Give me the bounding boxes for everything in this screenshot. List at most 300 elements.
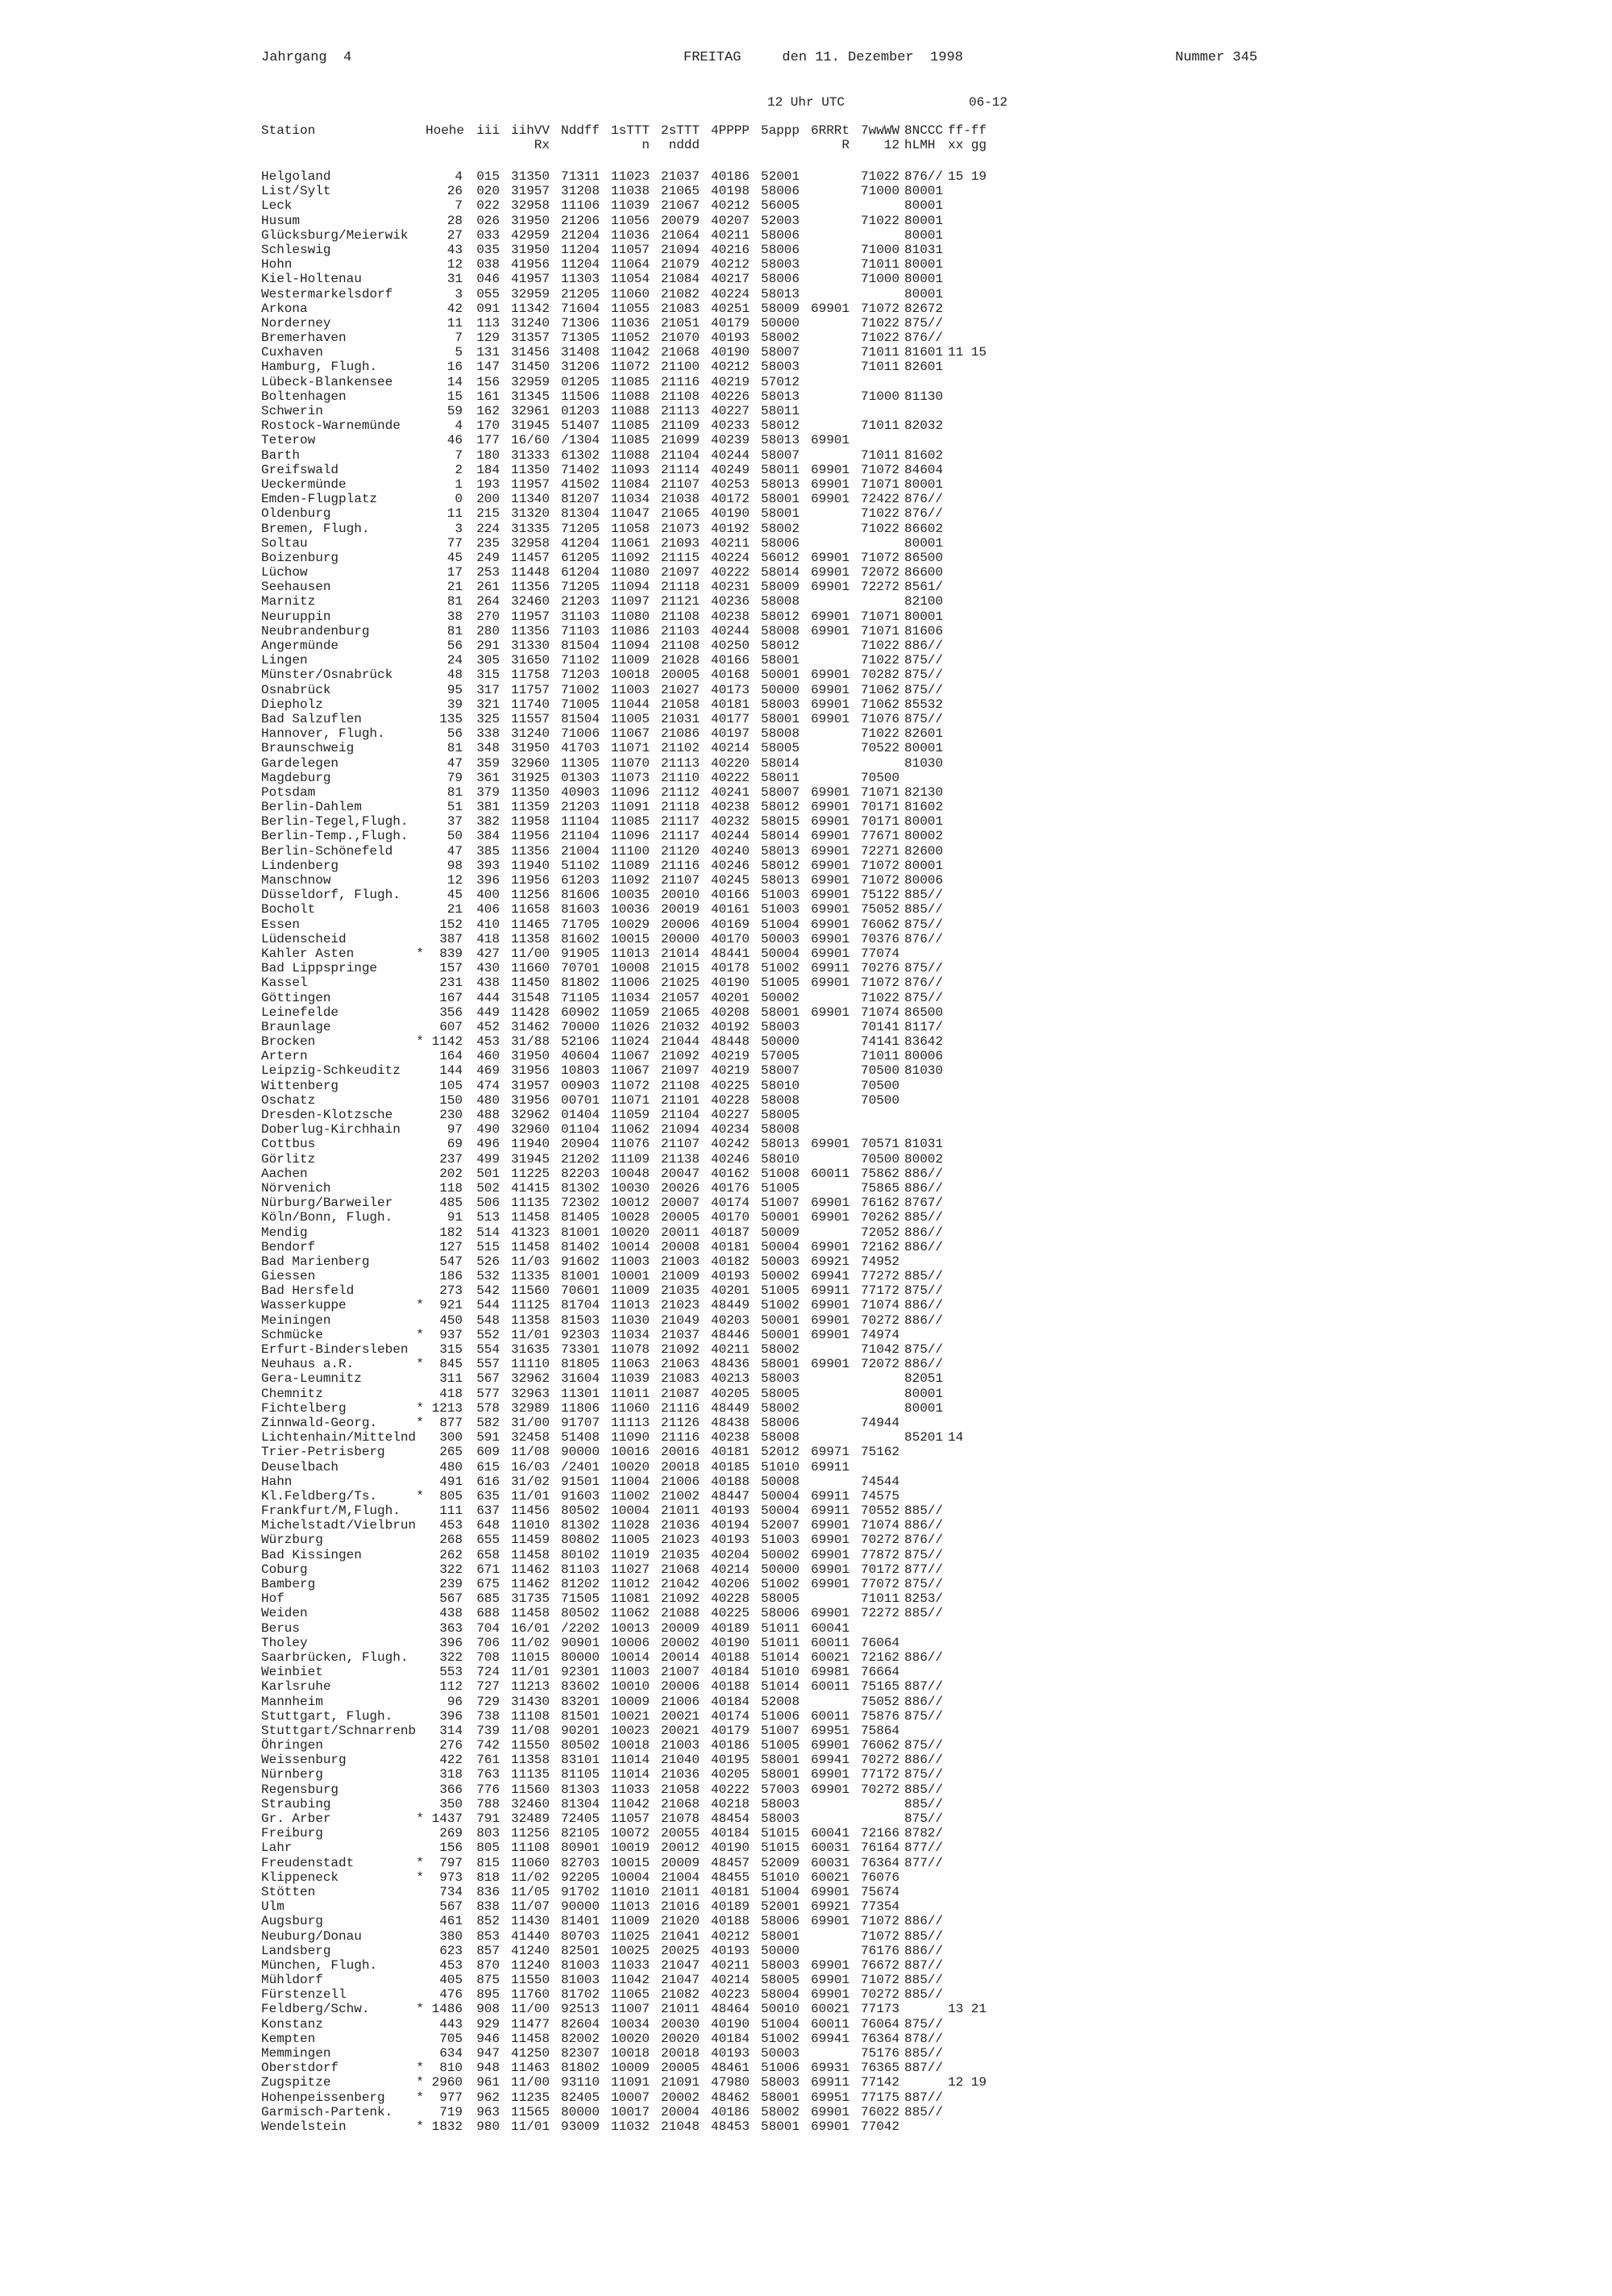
cell-clouds: [899, 1254, 945, 1269]
cell-temp-2: 20002: [660, 2090, 700, 2105]
cell-altitude: 547: [439, 1254, 463, 1269]
cell-weather: 70262: [860, 1210, 899, 1225]
cell-gusts: [945, 2119, 990, 2134]
cell-temp-1: 10004: [610, 1504, 650, 1519]
cell-altitude: 182: [439, 1225, 463, 1240]
cell-clouds: 82601: [904, 360, 944, 375]
cell-precip: 69911: [810, 1504, 850, 1519]
cell-temp-2: 21007: [660, 1665, 700, 1680]
cell-station-id: 515: [476, 1239, 500, 1254]
cell-nddff: 21203: [560, 594, 600, 609]
cell-pressure: 48457: [710, 1855, 750, 1870]
cell-temp-2: 20020: [660, 2031, 700, 2046]
cell-gusts: 11 15: [948, 345, 987, 360]
cell-mountain-marker: [414, 624, 426, 638]
cell-iihvv: 31330: [510, 638, 550, 653]
cell-station-name: Schwerin: [261, 404, 323, 418]
cell-tendency: 58013: [760, 1137, 800, 1152]
cell-precip: 69971: [810, 1445, 850, 1460]
cell-tendency: 58008: [760, 1092, 800, 1108]
cell-nddff: 82002: [560, 2031, 600, 2046]
cell-mountain-marker: [414, 1738, 426, 1753]
cell-station-name: Neuburg/Donau: [261, 1928, 362, 1944]
table-row: [261, 404, 990, 418]
cell-mountain-marker: [414, 829, 426, 843]
cell-temp-2: 21049: [660, 1312, 700, 1328]
cell-altitude: 3: [455, 286, 463, 302]
cell-weather: [850, 198, 899, 213]
table-row: [261, 1753, 990, 1767]
cell-nddff: 81704: [560, 1298, 600, 1313]
cell-clouds: 80001: [904, 198, 944, 214]
cell-temp-2: 21104: [660, 447, 700, 463]
table-row: [261, 624, 990, 638]
cell-temp-1: 11092: [610, 550, 650, 565]
cell-iihvv: 11462: [510, 1577, 550, 1591]
cell-weather: 71022: [860, 653, 899, 668]
cell-temp-1: 11080: [610, 609, 650, 624]
cell-pressure: 40238: [710, 800, 750, 815]
cell-station-id: 091: [476, 301, 500, 316]
cell-weather: 70171: [860, 814, 899, 830]
cell-station-name: Bad Lippspringe: [261, 961, 378, 976]
cell-weather: 71022: [860, 213, 899, 228]
cell-temp-1: 11039: [610, 198, 650, 214]
cell-tendency: 50000: [760, 315, 800, 331]
cell-nddff: 81001: [560, 1269, 600, 1284]
cell-gusts: [945, 1591, 990, 1606]
cell-temp-1: 11090: [610, 1430, 650, 1445]
cell-clouds: 86602: [904, 521, 944, 536]
cell-temp-2: 21073: [660, 521, 700, 536]
cell-gusts: [945, 1063, 990, 1078]
table-row: [261, 331, 990, 345]
table-row: [261, 1342, 990, 1357]
cell-pressure: 40204: [710, 1547, 750, 1562]
cell-temp-2: 21109: [660, 418, 700, 434]
cell-station-id: 400: [476, 888, 500, 903]
cell-temp-2: 21065: [660, 506, 700, 522]
cell-pressure: 48449: [710, 1298, 750, 1313]
cell-iihvv: 11458: [510, 1210, 550, 1225]
cell-clouds: 80001: [904, 272, 944, 287]
cell-temp-2: 21003: [660, 1254, 700, 1269]
cell-iihvv: 11110: [510, 1357, 550, 1372]
cell-station-name: Hof: [261, 1591, 285, 1607]
cell-iihvv: 11240: [510, 1957, 550, 1973]
cell-iihvv: 11757: [510, 682, 550, 697]
cell-gusts: [945, 844, 990, 859]
table-row: [261, 829, 990, 843]
cell-temp-2: 20014: [660, 1649, 700, 1665]
cell-mountain-marker: [414, 214, 426, 228]
table-row: [261, 345, 990, 360]
cell-iihvv: 11565: [510, 2104, 550, 2119]
cell-mountain-marker: [414, 859, 426, 873]
cell-gusts: [945, 1460, 990, 1475]
cell-mountain-marker: [414, 1826, 426, 1841]
cell-station-name: Feldberg/Schw.: [261, 2002, 370, 2017]
cell-clouds: 875//: [904, 1342, 944, 1357]
cell-mountain-marker: [414, 1753, 426, 1767]
cell-temp-1: 11084: [610, 476, 650, 492]
cell-nddff: 81504: [560, 638, 600, 653]
table-row: [261, 844, 990, 859]
cell-gusts: [945, 580, 990, 594]
cell-altitude: 230: [439, 1108, 463, 1122]
cell-gusts: [945, 1577, 990, 1591]
cell-nddff: 40604: [560, 1049, 600, 1064]
column-header-station-name: Station: [261, 123, 316, 138]
cell-altitude: 921: [439, 1298, 463, 1313]
cell-temp-2: 21103: [660, 623, 700, 638]
cell-gusts: [945, 1210, 990, 1225]
cell-station-id: 162: [476, 404, 500, 418]
cell-station-id: 738: [476, 1708, 500, 1724]
cell-iihvv: 11356: [510, 623, 550, 638]
cell-mountain-marker: [414, 653, 426, 668]
cell-altitude: 453: [439, 1518, 463, 1533]
cell-station-name: Weinbiet: [261, 1665, 323, 1680]
cell-mountain-marker: [414, 1475, 426, 1489]
cell-weather: 77173: [860, 2002, 899, 2017]
cell-pressure: 40228: [710, 1591, 750, 1607]
cell-mountain-marker: [414, 1929, 426, 1944]
cell-nddff: 21204: [560, 227, 600, 243]
cell-mountain-marker: [414, 316, 426, 331]
cell-precip: 69901: [810, 1957, 850, 1973]
cell-precip: [800, 228, 850, 243]
cell-iihvv: 32963: [510, 1386, 550, 1401]
cell-station-name: Schleswig: [261, 242, 331, 257]
cell-iihvv: 31/88: [510, 1034, 550, 1050]
cell-nddff: 81304: [560, 506, 600, 522]
cell-iihvv: 31450: [510, 360, 550, 375]
cell-gusts: [945, 1885, 990, 1899]
cell-altitude: 269: [439, 1826, 463, 1841]
cell-nddff: 81504: [560, 711, 600, 726]
cell-clouds: 886//: [904, 1166, 944, 1181]
cell-clouds: 86500: [904, 550, 944, 565]
cell-pressure: 40181: [710, 697, 750, 712]
cell-altitude: 50: [447, 829, 463, 844]
cell-clouds: 80006: [904, 1049, 944, 1064]
cell-mountain-marker: [414, 1577, 426, 1591]
cell-nddff: 82307: [560, 2046, 600, 2061]
cell-temp-1: 11062: [610, 1122, 650, 1138]
cell-nddff: 11204: [560, 242, 600, 257]
cell-precip: [800, 257, 850, 272]
cell-temp-1: 11085: [610, 418, 650, 434]
cell-temp-2: 21011: [660, 1884, 700, 1899]
table-row: [261, 683, 990, 697]
cell-station-id: 224: [476, 521, 500, 536]
cell-weather: 71072: [860, 1928, 899, 1944]
cell-station-id: 857: [476, 1943, 500, 1958]
cell-station-id: 609: [476, 1445, 500, 1460]
cell-station-id: 776: [476, 1782, 500, 1797]
cell-iihvv: 11256: [510, 1826, 550, 1841]
cell-temp-1: 11094: [610, 638, 650, 653]
cell-precip: 69901: [810, 1312, 850, 1328]
table-row: [261, 536, 990, 551]
cell-temp-1: 10012: [610, 1196, 650, 1211]
cell-precip: [800, 1430, 850, 1445]
table-row: [261, 902, 990, 917]
cell-altitude: 734: [439, 1884, 463, 1899]
cell-gusts: [945, 287, 990, 302]
cell-nddff: 61302: [560, 447, 600, 463]
cell-clouds: 80001: [904, 814, 944, 830]
cell-clouds: [899, 1899, 945, 1914]
cell-temp-1: 11007: [610, 2002, 650, 2017]
cell-precip: [800, 287, 850, 302]
cell-clouds: 886//: [904, 1298, 944, 1313]
cell-altitude: 450: [439, 1312, 463, 1328]
cell-clouds: 875//: [904, 1283, 944, 1299]
cell-station-id: 895: [476, 1987, 500, 2003]
cell-gusts: [945, 2105, 990, 2119]
cell-clouds: 81130: [904, 389, 944, 404]
cell-temp-2: 21091: [660, 2075, 700, 2090]
cell-weather: 71071: [860, 623, 899, 638]
cell-gusts: [945, 1137, 990, 1151]
cell-clouds: 81031: [904, 242, 944, 257]
cell-temp-1: 11026: [610, 1019, 650, 1034]
cell-precip: 69951: [810, 2090, 850, 2105]
cell-pressure: 40224: [710, 550, 750, 565]
cell-mountain-marker: [414, 1533, 426, 1547]
cell-station-id: 460: [476, 1049, 500, 1064]
cell-pressure: 40238: [710, 1430, 750, 1445]
cell-tendency: 50000: [760, 1562, 800, 1577]
cell-station-id: 444: [476, 990, 500, 1005]
cell-temp-1: 11063: [610, 1357, 650, 1372]
cell-pressure: 40178: [710, 961, 750, 976]
cell-temp-2: 20025: [660, 1943, 700, 1958]
cell-pressure: 40253: [710, 476, 750, 492]
cell-precip: 69901: [810, 1327, 850, 1342]
cell-altitude: 300: [439, 1430, 463, 1445]
cell-temp-2: 21116: [660, 1400, 700, 1416]
cell-mountain-marker: [414, 1225, 426, 1240]
cell-station-id: 706: [476, 1635, 500, 1650]
cell-pressure: 40231: [710, 580, 750, 595]
cell-clouds: 885//: [904, 1796, 944, 1811]
cell-weather: 72072: [860, 1357, 899, 1372]
cell-station-id: 836: [476, 1884, 500, 1899]
cell-temp-1: 11038: [610, 184, 650, 199]
cell-altitude: 96: [447, 1694, 463, 1709]
cell-weather: 71022: [860, 169, 899, 184]
cell-iihvv: 11135: [510, 1767, 550, 1782]
table-row: [261, 2075, 990, 2090]
cell-precip: 69901: [810, 1298, 850, 1313]
cell-mountain-marker: *: [416, 1855, 424, 1870]
cell-clouds: 80001: [904, 184, 944, 199]
cell-station-id: 929: [476, 2016, 500, 2032]
cell-gusts: [945, 1108, 990, 1122]
cell-tendency: 51002: [760, 1298, 800, 1313]
cell-station-id: 490: [476, 1122, 500, 1138]
cell-station-name: Soltau: [261, 535, 308, 551]
table-row: [261, 1591, 990, 1606]
cell-pressure: 40211: [710, 227, 750, 243]
cell-nddff: 83201: [560, 1694, 600, 1709]
cell-clouds: 81602: [904, 447, 944, 463]
cell-iihvv: 11940: [510, 1137, 550, 1152]
table-row: [261, 668, 990, 682]
cell-pressure: 40190: [710, 1635, 750, 1650]
cell-precip: 69901: [810, 433, 850, 448]
cell-station-id: 055: [476, 286, 500, 302]
cell-temp-2: 20047: [660, 1166, 700, 1181]
cell-mountain-marker: [414, 1387, 426, 1401]
cell-temp-2: 21116: [660, 374, 700, 389]
cell-precip: [800, 198, 850, 213]
cell-altitude: 79: [447, 770, 463, 785]
cell-weather: 71072: [860, 858, 899, 873]
cell-altitude: 7: [455, 331, 463, 346]
cell-clouds: 886//: [904, 1225, 944, 1240]
cell-temp-1: 10020: [610, 1459, 650, 1475]
cell-iihvv: 11/00: [510, 2002, 550, 2017]
cell-altitude: 318: [439, 1767, 463, 1782]
cell-precip: [800, 1225, 850, 1240]
cell-altitude: 977: [439, 2090, 463, 2105]
cell-temp-2: 20005: [660, 668, 700, 683]
cell-temp-1: 11091: [610, 800, 650, 815]
cell-station-id: 962: [476, 2090, 500, 2105]
cell-tendency: 58006: [760, 184, 800, 199]
cell-clouds: 80001: [904, 476, 944, 492]
cell-pressure: 48446: [710, 1327, 750, 1342]
cell-pressure: 40168: [710, 668, 750, 683]
cell-pressure: 48438: [710, 1415, 750, 1430]
cell-nddff: 83101: [560, 1753, 600, 1768]
cell-iihvv: 11010: [510, 1518, 550, 1533]
cell-altitude: 845: [439, 1357, 463, 1372]
cell-mountain-marker: [414, 1093, 426, 1108]
cell-gusts: [945, 228, 990, 243]
table-row: [261, 1049, 990, 1063]
cell-iihvv: 11560: [510, 1782, 550, 1797]
cell-mountain-marker: [414, 1987, 426, 2002]
cell-weather: 75052: [860, 902, 899, 917]
cell-station-name: Leck: [261, 198, 293, 214]
cell-temp-2: 21083: [660, 301, 700, 316]
cell-pressure: 48455: [710, 1870, 750, 1885]
cell-altitude: 485: [439, 1196, 463, 1211]
cell-station-id: 177: [476, 433, 500, 448]
cell-precip: 69901: [810, 476, 850, 492]
cell-gusts: [945, 991, 990, 1005]
cell-mountain-marker: [414, 1240, 426, 1254]
cell-precip: 69941: [810, 2031, 850, 2046]
cell-mountain-marker: [414, 551, 426, 565]
cell-gusts: [945, 961, 990, 975]
cell-gusts: [945, 800, 990, 814]
cell-altitude: 157: [439, 961, 463, 976]
cell-pressure: 40223: [710, 1987, 750, 2003]
cell-precip: [800, 331, 850, 345]
cell-gusts: [945, 653, 990, 668]
cell-temp-2: 21088: [660, 1606, 700, 1621]
cell-iihvv: 11448: [510, 565, 550, 580]
cell-precip: [800, 1093, 850, 1108]
cell-altitude: 973: [439, 1870, 463, 1885]
cell-gusts: [945, 1079, 990, 1093]
cell-precip: 60021: [810, 2002, 850, 2017]
cell-nddff: 91603: [560, 1488, 600, 1504]
cell-tendency: 51005: [760, 1283, 800, 1299]
cell-precip: 69911: [810, 961, 850, 976]
cell-station-name: Seehausen: [261, 580, 331, 595]
cell-altitude: 476: [439, 1987, 463, 2003]
cell-station-id: 033: [476, 227, 500, 243]
cell-precip: 69901: [810, 1533, 850, 1548]
cell-station-id: 815: [476, 1855, 500, 1870]
cell-tendency: 50010: [760, 2002, 800, 2017]
cell-precip: [800, 638, 850, 653]
cell-altitude: 438: [439, 1606, 463, 1621]
table-row: [261, 2017, 990, 2032]
cell-altitude: 839: [439, 946, 463, 961]
cell-weather: 71062: [860, 682, 899, 697]
cell-temp-1: 11005: [610, 1533, 650, 1548]
cell-gusts: [945, 1958, 990, 1973]
cell-station-name: Bremerhaven: [261, 331, 347, 346]
cell-iihvv: 11956: [510, 873, 550, 888]
cell-iihvv: 11458: [510, 1606, 550, 1621]
cell-temp-1: 11080: [610, 565, 650, 580]
cell-temp-2: 21068: [660, 1562, 700, 1577]
cell-clouds: [899, 1636, 945, 1650]
cell-pressure: 40214: [710, 1562, 750, 1577]
table-row: [261, 946, 990, 961]
cell-tendency: 58002: [760, 1400, 800, 1416]
table-row: [261, 1709, 990, 1724]
cell-precip: 69901: [810, 682, 850, 697]
cell-clouds: 875//: [904, 1811, 944, 1826]
cell-weather: 75862: [860, 1166, 899, 1181]
cell-weather: 70376: [860, 931, 899, 946]
cell-altitude: 167: [439, 990, 463, 1005]
table-row: [261, 448, 990, 463]
cell-tendency: 50002: [760, 990, 800, 1005]
cell-temp-1: 11088: [610, 389, 650, 404]
cell-nddff: 51408: [560, 1430, 600, 1445]
cell-altitude: 567: [439, 1899, 463, 1915]
cell-station-name: Konstanz: [261, 2016, 323, 2032]
cell-nddff: 81603: [560, 902, 600, 917]
table-row: [261, 1387, 990, 1401]
cell-iihvv: 11463: [510, 2061, 550, 2076]
cell-tendency: 50008: [760, 1474, 800, 1489]
cell-nddff: 81606: [560, 888, 600, 903]
cell-temp-1: 11034: [610, 1327, 650, 1342]
cell-temp-2: 21035: [660, 1283, 700, 1299]
cell-clouds: 886//: [904, 1357, 944, 1372]
cell-weather: 70272: [860, 1782, 899, 1797]
cell-station-name: Stuttgart/Schnarrenb: [261, 1723, 417, 1738]
cell-iihvv: 11125: [510, 1298, 550, 1313]
cell-clouds: [899, 1093, 945, 1108]
cell-precip: [800, 726, 850, 741]
cell-mountain-marker: [414, 741, 426, 755]
cell-station-id: 452: [476, 1019, 500, 1034]
cell-temp-2: 20030: [660, 2016, 700, 2032]
